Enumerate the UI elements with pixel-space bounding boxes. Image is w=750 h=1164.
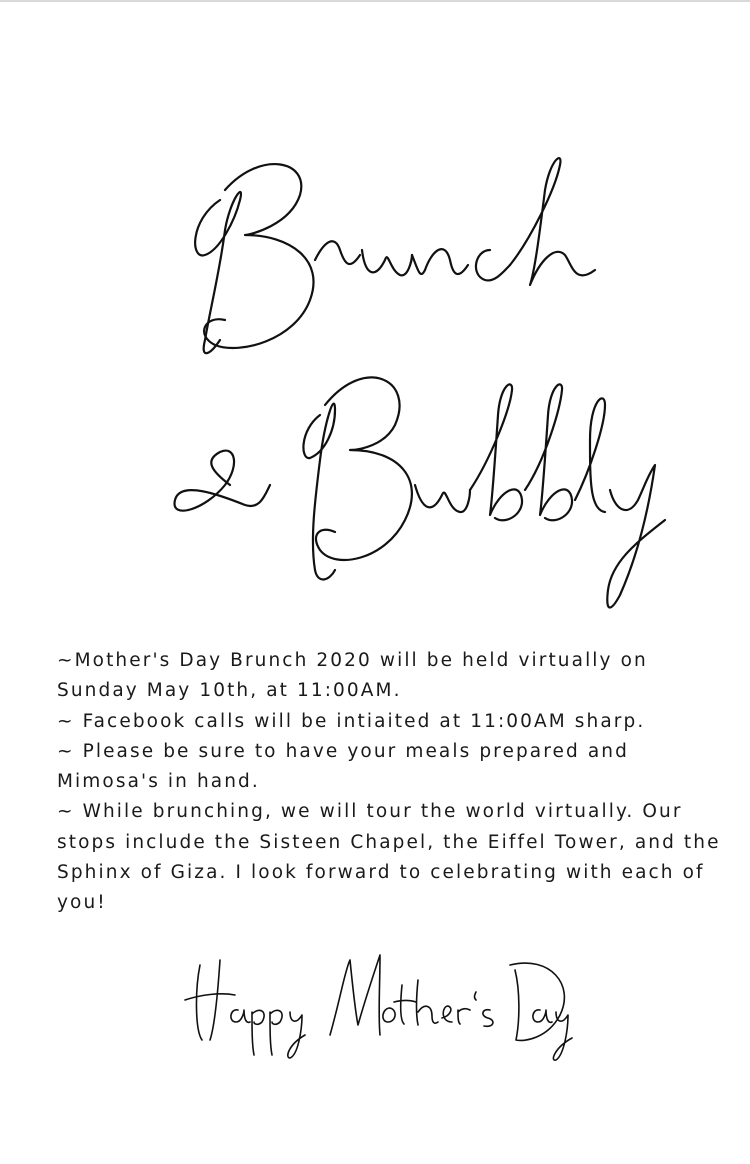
event-details <box>57 646 727 919</box>
detail-paragraph: ~ While brunching, we will tour the world virtually. Our stops include the Sisteen Chapel, the Eiffel Tower, and the Sphinx of Giza. I look forward to celebrating with each of you! <box>57 801 721 914</box>
title-script <box>150 140 680 620</box>
top-border <box>0 0 750 2</box>
closing-script <box>180 930 610 1070</box>
detail-paragraph: ~Mother's Day Brunch 2020 will be held virtually on Sunday May 10th, at 11:00AM. <box>57 650 648 702</box>
detail-paragraph: ~ Please be sure to have your meals prepared and Mimosa's in hand. <box>57 740 629 793</box>
detail-paragraph: ~ Facebook calls will be intiaited at 11:00AM sharp. <box>57 710 646 732</box>
closing-script-drawing <box>180 930 610 1070</box>
title-script-drawing <box>150 140 680 620</box>
